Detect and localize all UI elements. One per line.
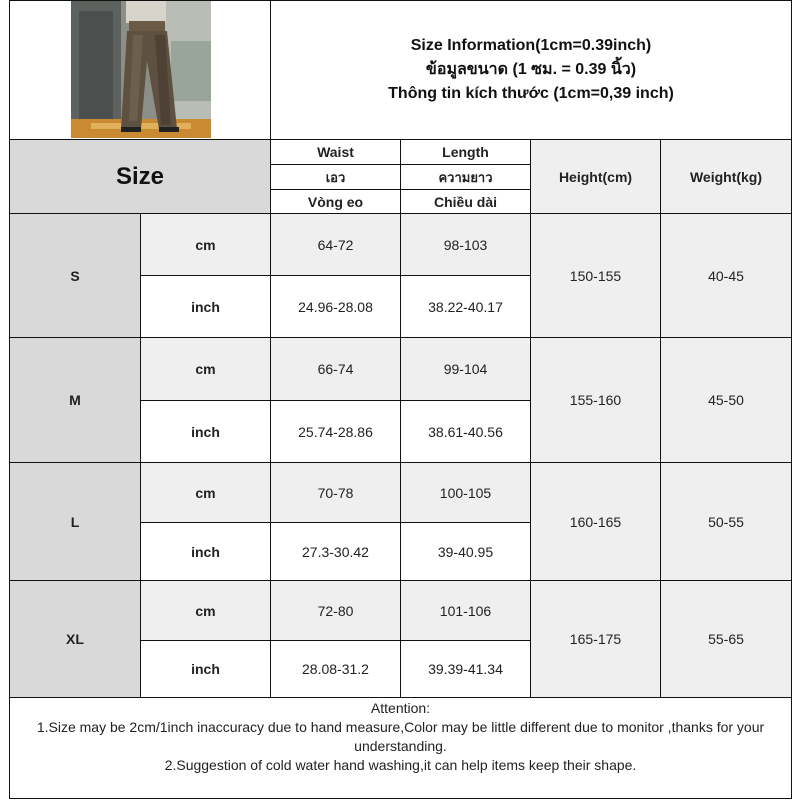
length-cm: 100-105 — [400, 462, 531, 523]
waist-header-th: เอว — [270, 164, 401, 190]
weight-range: 45-50 — [660, 337, 792, 463]
weight-header: Weight(kg) — [660, 139, 792, 214]
attention-notes — [9, 697, 792, 799]
unit-cm: cm — [140, 462, 271, 523]
size-cell: S — [9, 213, 141, 338]
length-inch: 38.22-40.17 — [400, 275, 531, 338]
unit-cm: cm — [140, 337, 271, 401]
photo-cell — [9, 0, 271, 140]
length-inch: 39.39-41.34 — [400, 640, 531, 698]
waist-cm: 64-72 — [270, 213, 401, 276]
info-line-th: ข้อมูลขนาด (1 ซม. = 0.39 นิ้ว) — [425, 61, 637, 78]
size-cell: XL — [9, 580, 141, 698]
waist-inch: 24.96-28.08 — [270, 275, 401, 338]
weight-range: 50-55 — [660, 462, 792, 581]
info-line-en: Size Information(1cm=0.39inch) — [410, 37, 652, 54]
unit-inch: inch — [140, 400, 271, 463]
size-header: Size — [9, 139, 271, 214]
unit-cm: cm — [140, 580, 271, 641]
height-range: 155-160 — [530, 337, 661, 463]
height-range: 150-155 — [530, 213, 661, 338]
attention-line-1a: 1.Size may be 2cm/1inch inaccuracy due to hand measure,Color may be little different due to monitor ,thanks for your — [36, 719, 765, 735]
length-inch: 39-40.95 — [400, 522, 531, 581]
waist-cm: 72-80 — [270, 580, 401, 641]
size-information — [270, 0, 792, 140]
attention-title: Attention: — [370, 700, 431, 716]
length-header-en: Length — [400, 139, 531, 165]
waist-inch: 25.74-28.86 — [270, 400, 401, 463]
size-chart — [9, 0, 792, 799]
info-line-vi: Thông tin kích thước (1cm=0,39 inch) — [388, 85, 674, 102]
waist-header-vi: Vòng eo — [270, 189, 401, 214]
unit-cm: cm — [140, 213, 271, 276]
waist-inch: 28.08-31.2 — [270, 640, 401, 698]
length-cm: 98-103 — [400, 213, 531, 276]
waist-cm: 70-78 — [270, 462, 401, 523]
unit-inch: inch — [140, 275, 271, 338]
length-header-th: ความยาว — [400, 164, 531, 190]
length-inch: 38.61-40.56 — [400, 400, 531, 463]
height-range: 160-165 — [530, 462, 661, 581]
unit-inch: inch — [140, 640, 271, 698]
waist-inch: 27.3-30.42 — [270, 522, 401, 581]
length-header-vi: Chiều dài — [400, 189, 531, 214]
attention-line-2: 2.Suggestion of cold water hand washing,it can help items keep their shape. — [164, 757, 637, 773]
weight-range: 55-65 — [660, 580, 792, 698]
height-header: Height(cm) — [530, 139, 661, 214]
attention-line-1b: understanding. — [354, 738, 447, 754]
length-cm: 99-104 — [400, 337, 531, 401]
waist-cm: 66-74 — [270, 337, 401, 401]
size-cell: M — [9, 337, 141, 463]
weight-range: 40-45 — [660, 213, 792, 338]
unit-inch: inch — [140, 522, 271, 581]
height-range: 165-175 — [530, 580, 661, 698]
product-photo — [71, 1, 211, 138]
size-cell: L — [9, 462, 141, 581]
waist-header-en: Waist — [270, 139, 401, 165]
length-cm: 101-106 — [400, 580, 531, 641]
